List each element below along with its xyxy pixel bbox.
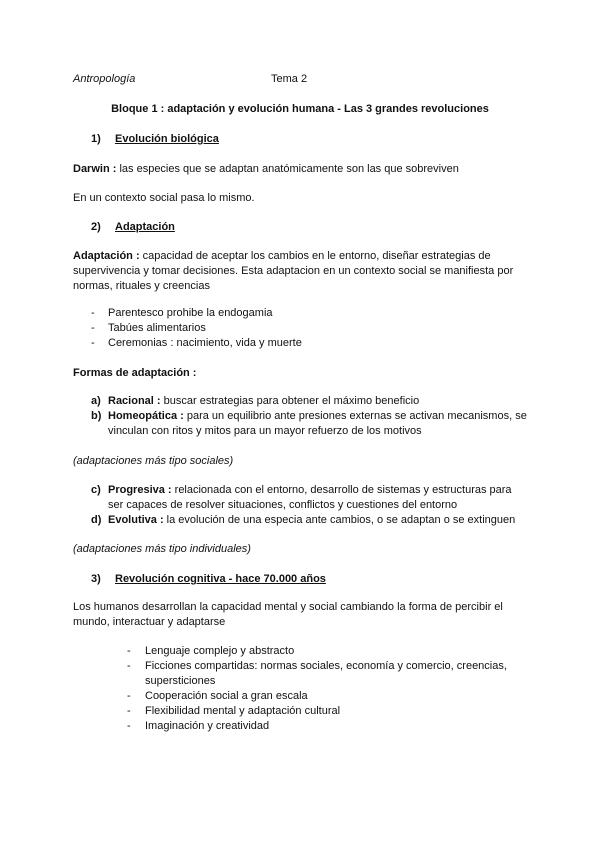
social-context-paragraph: En un contexto social pasa lo mismo. [73,192,255,204]
definition: las especies que se adaptan anatómicamente son las que sobreviven [116,163,459,175]
section-title: Evolución biológica [115,133,219,145]
section-number: 2) [91,221,101,233]
term: Evolutiva : [108,514,164,526]
forms-heading: Formas de adaptación : [73,367,197,379]
item-marker: a) [91,395,101,407]
section-heading-1 [91,132,219,147]
list-item: - Tabúes alimentarios [73,321,533,336]
list-item [73,483,528,513]
section-number: 1) [91,133,101,145]
list-item: - Lenguaje complejo y abstracto [145,644,525,659]
definition: relacionada con el entorno, desarrollo de sistemas y estructuras para ser capaces de resolver situaciones, conflictos y cuestiones del entorno [108,484,512,511]
list-item [73,513,528,528]
adaptation-examples-list [73,306,533,351]
definition: para un equilibrio ante presiones externas se activan mecanismos, se vinculan con ritos y mitos para un mayor refuerzo de los motivos [108,410,527,437]
cognitive-items-list [145,644,525,734]
section-number: 3) [91,573,101,585]
list-item: - Ceremonias : nacimiento, vida y muerte [73,336,533,351]
item-marker: d) [91,514,102,526]
forms-list-individual [73,483,528,528]
list-item: - Parentesco prohibe la endogamia [73,306,533,321]
header-subject: Antropología [73,73,136,85]
adaptation-definition [73,249,523,294]
document-title: Bloque 1 : adaptación y evolución humana - Las 3 grandes revoluciones [111,103,489,115]
list-item: - Imaginación y creatividad [145,719,525,734]
term: Adaptación : [73,250,140,262]
list-item [73,409,528,439]
note-individual: (adaptaciones más tipo individuales) [73,543,251,555]
forms-list-social [73,394,528,439]
term: Racional : [108,395,161,407]
darwin-paragraph [73,162,533,177]
list-item: - Ficciones compartidas: normas sociales, economía y comercio, creencias, supersticiones [145,659,525,689]
section-heading-2 [91,220,175,235]
list-item: - Cooperación social a gran escala [145,689,525,704]
section-heading-3 [91,572,326,587]
definition: la evolución de una especia ante cambios, o se adaptan o se extinguen [163,514,516,526]
cognitive-intro: Los humanos desarrollan la capacidad mental y social cambiando la forma de percibir el mundo, interactuar y adaptarse [73,601,503,628]
header-topic: Tema 2 [271,73,308,85]
list-item [73,394,528,409]
term: Darwin : [73,163,117,175]
definition: buscar estrategias para obtener el máximo beneficio [160,395,420,407]
term: Homeopática : [108,410,184,422]
definition: capacidad de aceptar los cambios en le entorno, diseñar estrategias de supervivencia y tomar decisiones. Esta adaptacion en un contexto social se manifiesta por normas, rituales y creencias [73,250,514,292]
note-social: (adaptaciones más tipo sociales) [73,455,234,467]
list-item: - Flexibilidad mental y adaptación cultural [145,704,525,719]
section-title: Adaptación [115,221,175,233]
section-title: Revolución cognitiva - hace 70.000 años [115,573,326,585]
term: Progresiva : [108,484,172,496]
item-marker: c) [91,484,101,496]
item-marker: b) [91,410,102,422]
